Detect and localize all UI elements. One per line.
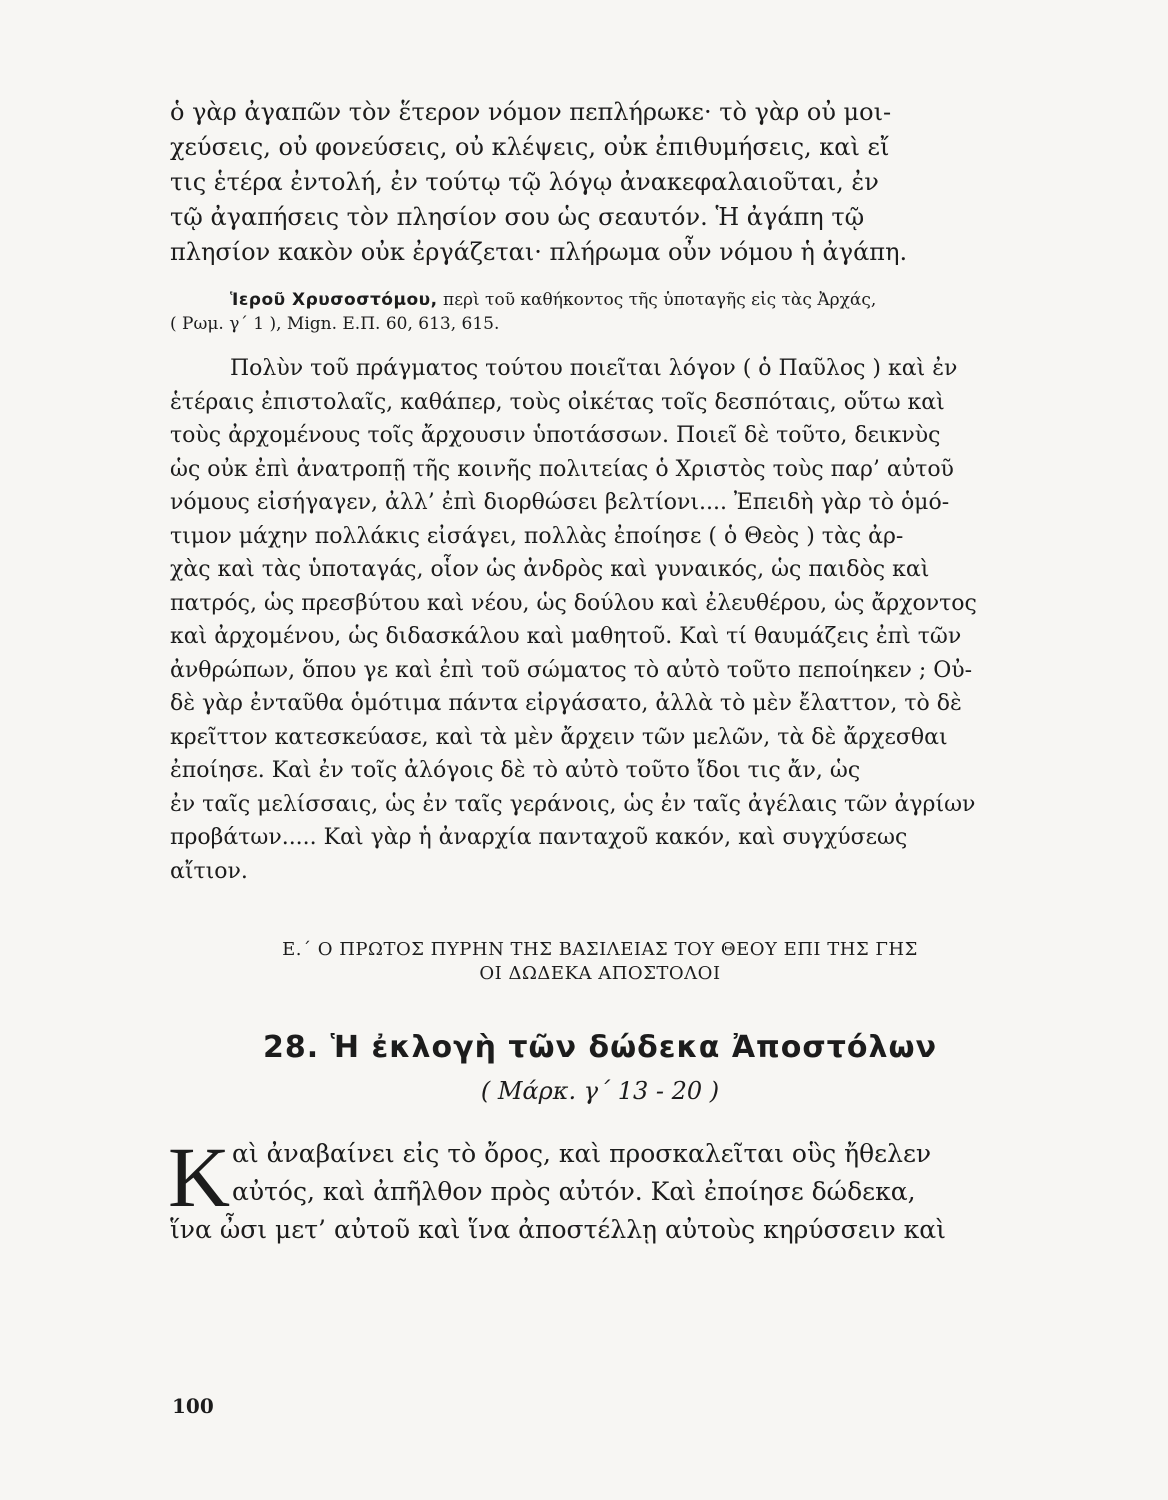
opening-paragraph: [168, 1129, 1030, 1249]
text-line: αἴτιον.: [170, 858, 248, 884]
text-line: ἑτέραις ἐπιστολαῖς, καθάπερ, τοὺς οἰκέτας τοῖς δεσπόταις, οὕτω καὶ: [170, 389, 945, 415]
text-line: νόμους εἰσήγαγεν, ἀλλ’ ἐπὶ διορθώσει βελτίονι.... Ἐπειδὴ γὰρ τὸ ὁμό-: [170, 490, 950, 515]
section-heading-line-2: ΟΙ ΔΩΔΕΚΑ ΑΠΟΣΤΟΛΟΙ: [479, 963, 721, 984]
text-line: ἐν ταῖς μελίσσαις, ὡς ἐν ταῖς γεράνοις, ὡς ἐν ταῖς ἀγέλαις τῶν ἀγρίων: [170, 791, 976, 817]
commentary-block: [170, 352, 1030, 888]
text-line: δὲ γὰρ ἐνταῦθα ὁμότιμα πάντα εἰργάσατο, ἀλλὰ τὸ μὲν ἔλαττον, τὸ δὲ: [170, 691, 962, 716]
text-line: αὶ ἀναβαίνει εἰς τὸ ὄρος, καὶ προσκαλεῖται οὓς ἤθελεν: [232, 1139, 932, 1168]
text-line: Πολὺν τοῦ πράγματος τούτου ποιεῖται λόγον ( ὁ Παῦλος ) καὶ ἐν: [230, 356, 958, 381]
citation-line-2: ( Ρωμ. γ΄ 1 ), Mign. E.Π. 60, 613, 615.: [170, 314, 500, 334]
section-heading: [170, 938, 1030, 986]
text-line: τιμον μάχην πολλάκις εἰσάγει, πολλὰς ἐποίησε ( ὁ Θεὸς ) τὰς ἀρ-: [170, 523, 904, 549]
text-line: αὐτός, καὶ ἀπῆλθον πρὸς αὐτόν. Καὶ ἐποίησε δώδεκα,: [232, 1177, 916, 1206]
citation-author: Ἱεροῦ Χρυσοστόμου,: [230, 290, 438, 310]
text-line: ἐποίησε. Καὶ ἐν τοῖς ἀλόγοις δὲ τὸ αὐτὸ τοῦτο ἴδοι τις ἄν, ὡς: [170, 758, 861, 783]
citation-source: περὶ τοῦ καθήκοντος τῆς ὑποταγῆς εἰς τὰς Ἀρχάς,: [443, 290, 877, 310]
chapter-title: 28. Ἡ ἐκλογὴ τῶν δώδεκα Ἀποστόλων: [262, 1030, 938, 1065]
text-line: κρεῖττον κατεσκεύασε, καὶ τὰ μὲν ἄρχειν τῶν μελῶν, τὰ δὲ ἄρχεσθαι: [170, 724, 948, 750]
citation: [170, 288, 1030, 336]
page-number: 100: [172, 1394, 214, 1418]
chapter-reference: ( Μάρκ. γ΄ 13 - 20 ): [480, 1077, 720, 1105]
citation-line-1: [170, 288, 1030, 312]
text-line: τις ἑτέρα ἐντολή, ἐν τούτῳ τῷ λόγῳ ἀνακεφαλαιοῦται, ἐν: [170, 168, 879, 196]
text-line: τοὺς ἀρχομένους τοῖς ἄρχουσιν ὑποτάσσων. Ποιεῖ δὲ τοῦτο, δεικνὺς: [170, 423, 941, 448]
text-line: χεύσεις, οὐ φονεύσεις, οὐ κλέψεις, οὐκ ἐπιθυμήσεις, καὶ εἴ: [170, 133, 890, 161]
text-line: τῷ ἀγαπήσεις τὸν πλησίον σου ὡς σεαυτόν. Ἡ ἀγάπη τῷ: [170, 203, 865, 231]
text-line: ὁ γὰρ ἀγαπῶν τὸν ἕτερον νόμον πεπλήρωκε· τὸ γὰρ οὐ μοι-: [170, 98, 892, 126]
quote-block: [170, 95, 1030, 270]
text-line: προβάτων..... Καὶ γὰρ ἡ ἀναρχία πανταχοῦ κακόν, καὶ συγχύσεως: [170, 825, 908, 850]
text-line: πλησίον κακὸν οὐκ ἐργάζεται· πλήρωμα οὖν νόμου ἡ ἀγάπη.: [170, 238, 908, 266]
text-line: ἵνα ὦσι μετ’ αὐτοῦ καὶ ἵνα ἀποστέλλῃ αὐτοὺς κηρύσσειν καὶ: [170, 1215, 946, 1244]
drop-cap: Κ: [168, 1129, 231, 1225]
text-line: καὶ ἀρχομένου, ὡς διδασκάλου καὶ μαθητοῦ. Καὶ τί θαυμάζεις ἐπὶ τῶν: [170, 624, 962, 649]
section-heading-line-1: Ε.΄ Ο ΠΡΩΤΟΣ ΠΥΡΗΝ ΤΗΣ ΒΑΣΙΛΕΙΑΣ ΤΟΥ ΘΕΟΥ ΕΠΙ ΤΗΣ ΓΗΣ: [282, 939, 918, 960]
text-line: χὰς καὶ τὰς ὑποταγάς, οἷον ὡς ἀνδρὸς καὶ γυναικός, ὡς παιδὸς καὶ: [170, 557, 930, 582]
text-line: ὡς οὐκ ἐπὶ ἀνατροπῇ τῆς κοινῆς πολιτείας ὁ Χριστὸς τοὺς παρ’ αὐτοῦ: [170, 456, 954, 482]
page: [170, 95, 1030, 1249]
text-line: πατρός, ὡς πρεσβύτου καὶ νέου, ὡς δούλου καὶ ἐλευθέρου, ὡς ἄρχοντος: [170, 590, 977, 616]
text-line: ἀνθρώπων, ὅπου γε καὶ ἐπὶ τοῦ σώματος τὸ αὐτὸ τοῦτο πεποίηκεν ; Οὐ-: [170, 657, 973, 683]
